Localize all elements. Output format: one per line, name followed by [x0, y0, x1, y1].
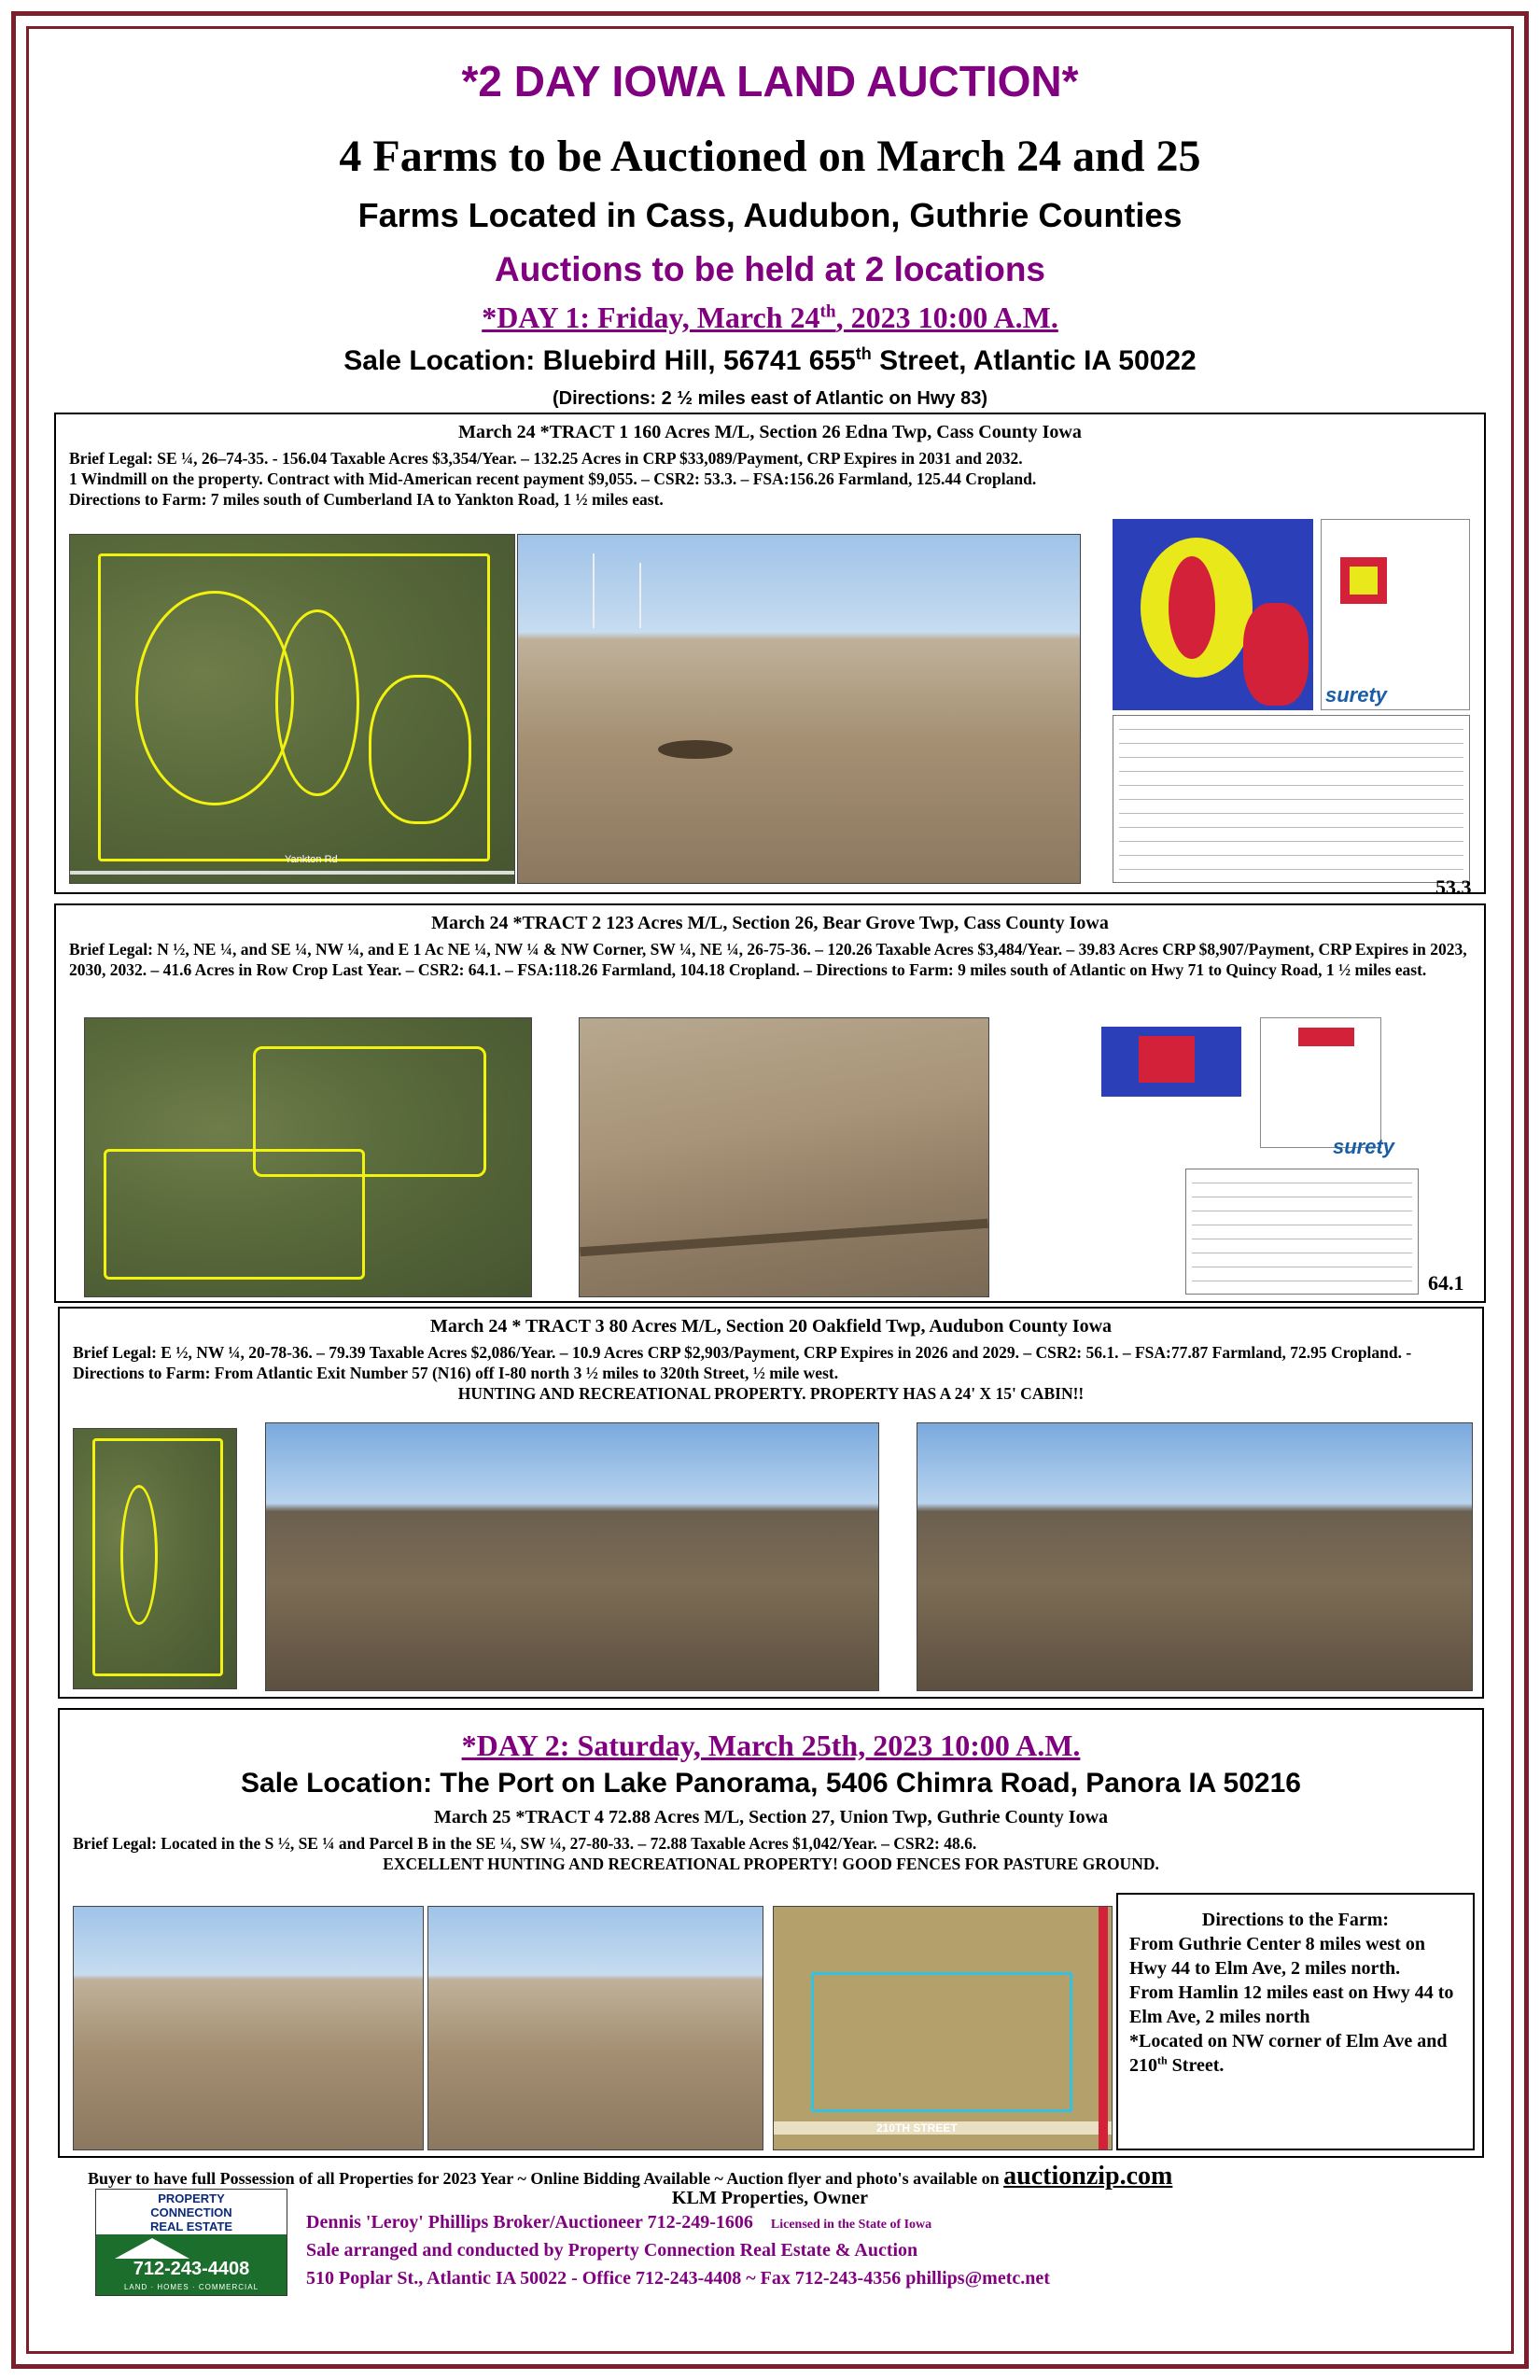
day2-location: Sale Location: The Port on Lake Panorama, 5406 Chimra Road, Panora IA 50216	[241, 1768, 1301, 1799]
tract4-panel	[58, 1708, 1484, 2158]
tract4-heading: March 25 *TRACT 4 72.88 Acres M/L, Section 27, Union Twp, Guthrie County Iowa	[433, 1807, 1109, 1827]
tract1-aerial-map	[69, 534, 515, 884]
tract1-panel	[54, 413, 1486, 899]
tract3-panel	[58, 1307, 1484, 1699]
tract2-panel	[54, 903, 1486, 1303]
tract3-photo-a	[265, 1422, 879, 1691]
day1-directions: (Directions: 2 ½ miles east of Atlantic on Hwy 83)	[552, 388, 988, 409]
tract1-soil-map	[1113, 519, 1313, 710]
tract2-location-inset	[1260, 1017, 1381, 1148]
tract2-field-photo	[579, 1017, 989, 1297]
tract2-heading: March 24 *TRACT 2 123 Acres M/L, Section 26, Bear Grove Twp, Cass County Iowa	[431, 913, 1109, 933]
broker-line: Dennis 'Leroy' Phillips Broker/Auctioneer 712-249-1606 Licensed in the State of Iowa	[306, 2212, 932, 2233]
tract2-soil-map	[1092, 1017, 1255, 1106]
tract2-csr-badge: 64.1	[1428, 1271, 1464, 1295]
tract4-directions-box	[1116, 1893, 1475, 2150]
counties-line: Farms Located in Cass, Audubon, Guthrie Counties	[357, 196, 1183, 234]
tract1-location-inset	[1321, 519, 1470, 710]
road-label: Yankton Rd	[285, 854, 338, 865]
tract4-legal: Brief Legal: Located in the S ½, SE ¼ and Parcel B in the SE ¼, SW ¼, 27-80-33. – 72.88 Taxable Acres $1,042/Year. – CSR2: 48.6.	[73, 1834, 977, 1853]
surety-logo: surety	[1333, 1135, 1395, 1158]
tract1-details: 1 Windmill on the property. Contract with Mid-American recent payment $9,055. – CSR2: 53.3. – FSA:156.26 Farmland, 125.44 Cropland.	[69, 469, 1037, 488]
tract3-heading: March 24 * TRACT 3 80 Acres M/L, Section 20 Oakfield Twp, Audubon County Iowa	[429, 1316, 1113, 1337]
tract2-aerial-map	[84, 1017, 532, 1297]
company-logo: PROPERTY CONNECTION REAL ESTATE 712-243-4408 LAND · HOMES · COMMERCIAL	[95, 2189, 287, 2296]
directions-from-hamlin: From Hamlin 12 miles east on Hwy 44 to Elm Ave, 2 miles north	[1129, 1982, 1454, 2027]
tract1-legal: Brief Legal: SE ¼, 26–74-35. - 156.04 Taxable Acres $3,354/Year. – 132.25 Acres in CRP $33,089/Payment, CRP Expires in 2031 and 2032.	[69, 449, 1023, 468]
possession-line: Buyer to have full Possession of all Properties for 2023 Year ~ Online Bidding Available ~ Auction flyer and photo's available on auctionzip.com	[88, 2162, 1173, 2191]
map-street-label: 210TH STREET	[876, 2121, 958, 2135]
owner-line: KLM Properties, Owner	[671, 2188, 869, 2208]
surety-logo: surety	[1325, 683, 1388, 707]
tract3-aerial-map	[73, 1428, 237, 1689]
directions-title: Directions to the Farm:	[1201, 1910, 1390, 1930]
tract3-note: HUNTING AND RECREATIONAL PROPERTY. PROPERTY HAS A 24' X 15' CABIN!!	[457, 1384, 1085, 1403]
tract1-field-photo	[517, 534, 1081, 884]
locations-note: Auctions to be held at 2 locations	[494, 250, 1045, 288]
tract1-heading: March 24 *TRACT 1 160 Acres M/L, Section 26 Edna Twp, Cass County Iowa	[458, 422, 1082, 442]
directions-location-note: *Located on NW corner of Elm Ave and 210th Street.	[1129, 2031, 1448, 2076]
tract4-note: EXCELLENT HUNTING AND RECREATIONAL PROPERTY! GOOD FENCES FOR PASTURE GROUND.	[383, 1855, 1159, 1873]
day2-heading: *DAY 2: Saturday, March 25th, 2023 10:00 A.M.	[461, 1729, 1081, 1762]
tract2-legal: Brief Legal: N ½, NE ¼, and SE ¼, NW ¼, and E 1 Ac NE ¼, NW ¼ & NW Corner, SW ¼, NE ¼, 26-75-36. – 120.26 Taxable Acres $3,484/Year. – 39.83 Acres CRP $8,907/Payment, CRP Expires in 2023, 2030, 2032. – 41.6 Acres in Row Crop Last Year. – CSR2: 64.1. – FSA:118.26 Farmland, 104.18 Cropland. – Directions to Farm: 9 miles south of Atlantic on Hwy 71 to Quincy Road, 1 ½ miles east.	[69, 940, 1467, 979]
tract1-csr-badge: 53.3	[1435, 875, 1472, 899]
auction-title: *2 DAY IOWA LAND AUCTION*	[461, 57, 1079, 105]
auction-subtitle: 4 Farms to be Auctioned on March 24 and 25	[339, 132, 1201, 181]
tract1-soil-table	[1113, 715, 1470, 883]
day1-heading: *DAY 1: Friday, March 24th, 2023 10:00 A.M.	[482, 301, 1058, 334]
tract4-photo-a	[73, 1906, 424, 2150]
tract4-photo-b	[427, 1906, 763, 2150]
tract2-soil-table	[1185, 1169, 1419, 1295]
tract3-legal: Brief Legal: E ½, NW ¼, 20-78-36. – 79.39 Taxable Acres $2,086/Year. – 10.9 Acres CRP $2,903/Payment, CRP Expires in 2026 and 2029. – CSR2: 56.1. – FSA:77.87 Farmland, 72.95 Cropland. - Directions to Farm: From Atlantic Exit Number 57 (N16) off I-80 north 3 ½ miles to 320th Street, ½ mile west.	[73, 1343, 1412, 1382]
tract1-directions: Directions to Farm: 7 miles south of Cumberland IA to Yankton Road, 1 ½ miles east.	[69, 490, 664, 509]
day1-location: Sale Location: Bluebird Hill, 56741 655th Street, Atlantic IA 50022	[343, 344, 1197, 376]
tract3-photo-b	[917, 1422, 1473, 1691]
directions-from-guthrie: From Guthrie Center 8 miles west on Hwy 44 to Elm Ave, 2 miles north.	[1129, 1934, 1425, 1979]
tract4-plat-map	[773, 1906, 1113, 2150]
website-link[interactable]: auctionzip.com	[1003, 2162, 1173, 2191]
address-line: 510 Poplar St., Atlantic IA 50022 - Office 712-243-4408 ~ Fax 712-243-4356 phillips@metc.net	[306, 2268, 1050, 2289]
arranged-line: Sale arranged and conducted by Property Connection Real Estate & Auction	[306, 2240, 918, 2261]
